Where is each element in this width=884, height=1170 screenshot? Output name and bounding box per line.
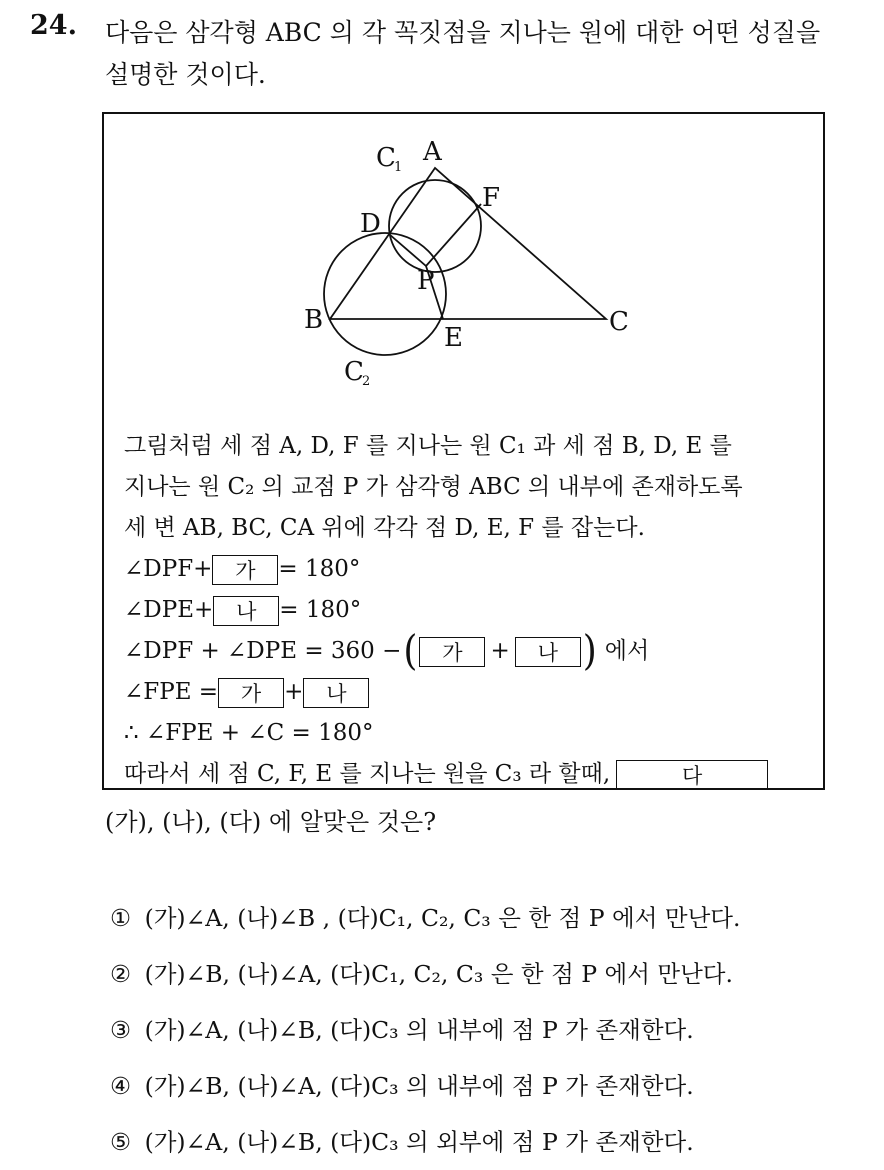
eq4-pre: ∠FPE = xyxy=(124,679,219,705)
label-d: D xyxy=(360,209,381,239)
label-b: B xyxy=(304,305,324,335)
proof-eq-1 xyxy=(124,549,814,590)
segment-pf xyxy=(426,204,481,266)
option-4[interactable] xyxy=(110,1058,740,1114)
segment-dp xyxy=(389,234,426,266)
option-text: (가)∠A, (나)∠B, (다)C₃ 의 내부에 점 P 가 존재한다. xyxy=(144,1016,694,1044)
question-number: 24. xyxy=(30,10,77,41)
eq2-pre: ∠DPE+ xyxy=(124,597,214,623)
left-paren: ( xyxy=(403,627,418,675)
option-text: (가)∠A, (나)∠B , (다)C₁, C₂, C₃ 은 한 점 P 에서 만난다. xyxy=(144,904,741,932)
label-c1: C xyxy=(376,143,396,173)
option-mark: ⑤ xyxy=(110,1128,132,1156)
answer-options xyxy=(110,890,740,1170)
triangle-circles-figure xyxy=(104,114,824,414)
proof-text xyxy=(124,426,814,795)
label-c1-sub: 1 xyxy=(394,160,403,175)
eq1-post: = 180° xyxy=(278,556,361,582)
right-paren: ) xyxy=(582,627,597,675)
proof-eq-2 xyxy=(124,590,814,631)
eq6-pre: 따라서 세 점 C, F, E 를 지나는 원을 C₃ 라 할때, xyxy=(124,761,611,787)
label-e: E xyxy=(444,323,463,353)
option-mark: ② xyxy=(110,960,132,988)
label-c2: C xyxy=(344,357,364,387)
option-5[interactable] xyxy=(110,1114,740,1170)
option-1[interactable] xyxy=(110,890,740,946)
proof-eq-4 xyxy=(124,672,814,713)
blank-na-3: 나 xyxy=(303,678,369,708)
blank-na-2: 나 xyxy=(515,637,581,667)
eq1-pre: ∠DPF+ xyxy=(124,556,213,582)
question-stem xyxy=(105,12,865,96)
eq2-post: = 180° xyxy=(279,597,362,623)
proof-line-3: 세 변 AB, BC, CA 위에 각각 점 D, E, F 를 잡는다. xyxy=(124,515,645,541)
option-mark: ③ xyxy=(110,1016,132,1044)
proof-eq-3 xyxy=(124,627,814,675)
blank-ga-3: 가 xyxy=(218,678,284,708)
label-f: F xyxy=(482,183,501,213)
option-mark: ① xyxy=(110,904,132,932)
stem-line-2: 설명한 것이다. xyxy=(105,60,266,89)
option-2[interactable] xyxy=(110,946,740,1002)
label-p: P xyxy=(417,266,435,296)
option-text: (가)∠B, (나)∠A, (다)C₁, C₂, C₃ 은 한 점 P 에서 만난다. xyxy=(144,960,733,988)
eq4-plus: + xyxy=(284,679,304,705)
label-c: C xyxy=(609,307,629,337)
blank-na: 나 xyxy=(213,596,279,626)
label-a: A xyxy=(423,137,442,167)
proof-line-1: 그림처럼 세 점 A, D, F 를 지나는 원 C₁ 과 세 점 B, D, E 를 xyxy=(124,433,732,459)
proof-eq-6 xyxy=(124,754,814,795)
option-3[interactable] xyxy=(110,1002,740,1058)
blank-ga: 가 xyxy=(212,555,278,585)
blank-ga-2: 가 xyxy=(419,637,485,667)
triangle-abc xyxy=(330,168,606,319)
eq3-plus: + xyxy=(490,638,510,664)
proof-eq-5: ∴ ∠FPE + ∠C = 180° xyxy=(124,720,374,746)
stem-line-1: 다음은 삼각형 ABC 의 각 꼭짓점을 지나는 원에 대한 어떤 성질을 xyxy=(105,18,821,47)
eq3-pre: ∠DPF + ∠DPE = 360 − xyxy=(124,638,402,664)
option-mark: ④ xyxy=(110,1072,132,1100)
label-c2-sub: 2 xyxy=(362,374,371,389)
proof-line-2: 지나는 원 C₂ 의 교점 P 가 삼각형 ABC 의 내부에 존재하도록 xyxy=(124,474,743,500)
proof-box xyxy=(102,112,825,790)
option-text: (가)∠B, (나)∠A, (다)C₃ 의 내부에 점 P 가 존재한다. xyxy=(144,1072,694,1100)
question-prompt: (가), (나), (다) 에 알맞은 것은? xyxy=(105,808,437,836)
option-text: (가)∠A, (나)∠B, (다)C₃ 의 외부에 점 P 가 존재한다. xyxy=(144,1128,694,1156)
blank-da: 다 xyxy=(616,760,768,790)
eq3-post: 에서 xyxy=(604,638,650,664)
